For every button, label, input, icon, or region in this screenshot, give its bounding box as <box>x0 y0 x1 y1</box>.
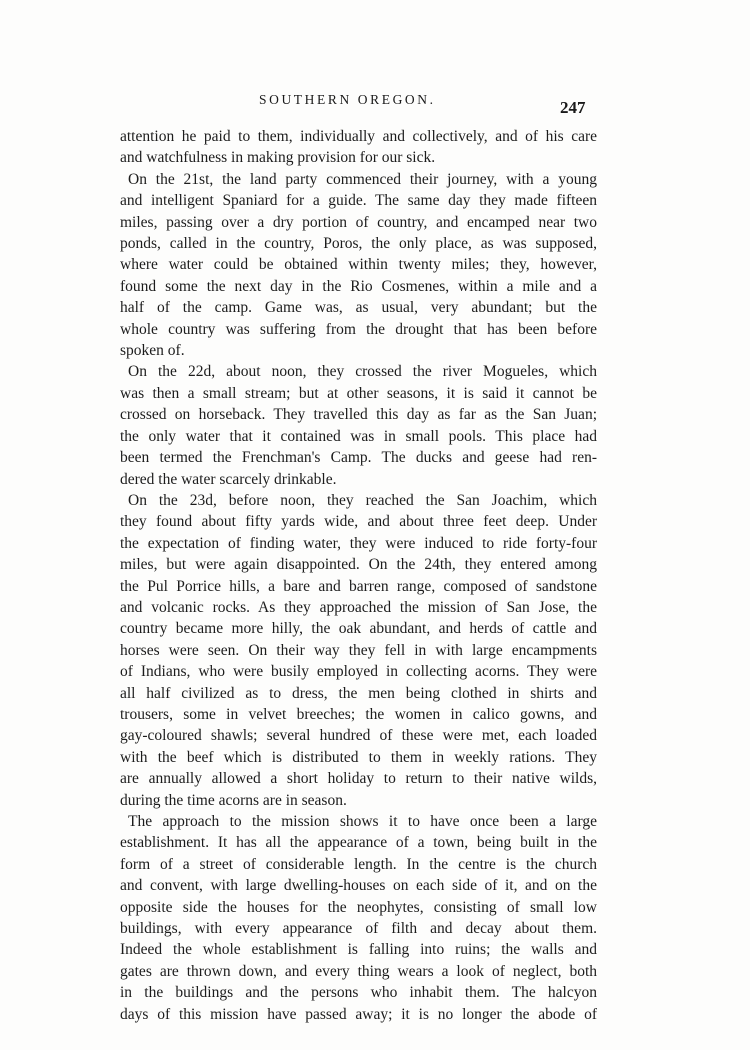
text-line: during the time acorns are in season. <box>120 791 347 809</box>
text-line: where water could be obtained within twenty miles; they, however, <box>120 256 597 274</box>
text-line: On the 22d, about noon, they crossed the river Mogueles, which <box>128 363 597 381</box>
text-line: On the 21st, the land party commenced their journey, with a young <box>128 170 597 188</box>
text-line: whole country was suffering from the drought that has been before <box>120 320 597 338</box>
text-line: found some the next day in the Rio Cosmenes, within a mile and a <box>120 277 597 295</box>
text-line: trousers, some in velvet breeches; the women in calico gowns, and <box>120 705 597 723</box>
text-line: crossed on horseback. They travelled this day as far as the San Juan; <box>120 406 597 424</box>
text-line: all half civilized as to dress, the men being clothed in shirts and <box>120 684 597 702</box>
text-line: attention he paid to them, individually and collectively, and of his care <box>120 128 597 145</box>
running-head: SOUTHERN OREGON. <box>259 92 436 107</box>
text-line: ponds, called in the country, Poros, the only place, as was supposed, <box>120 235 597 253</box>
text-line: miles, passing over a dry portion of country, and encamped near two <box>120 213 597 231</box>
text-line: with the beef which is distributed to them in weekly rations. They <box>120 748 597 766</box>
page-number: 247 <box>560 98 586 117</box>
text-line: gates are thrown down, and every thing wears a look of neglect, both <box>120 962 597 980</box>
text-line: in the buildings and the persons who inhabit them. The halcyon <box>120 984 597 1002</box>
text-line: the only water that it contained was in small pools. This place had <box>120 427 597 445</box>
text-line: Indeed the whole establishment is falling into ruins; the walls and <box>120 941 597 959</box>
text-line: and volcanic rocks. As they approached the mission of San Jose, the <box>120 598 597 616</box>
text-line: are annually allowed a short holiday to return to their native wilds, <box>120 770 597 788</box>
text-line: of Indians, who were busily employed in collecting acorns. They were <box>120 663 597 681</box>
text-line: opposite side the houses for the neophytes, consisting of small low <box>120 898 597 916</box>
text-line: The approach to the mission shows it to have once been a large <box>128 813 597 830</box>
text-line: buildings, with every appearance of filth and decay about them. <box>120 920 597 938</box>
text-line: was then a small stream; but at other seasons, it is said it cannot be <box>120 384 597 402</box>
text-line: dered the water scarcely drinkable. <box>120 470 337 488</box>
text-line: establishment. It has all the appearance of a town, being built in the <box>120 834 597 852</box>
text-line: been termed the Frenchman's Camp. The ducks and geese had ren- <box>120 449 597 467</box>
text-line: spoken of. <box>120 342 185 360</box>
text-line: horses were seen. On their way they fell in with large encampments <box>120 641 597 659</box>
text-line: the Pul Porrice hills, a bare and barren range, composed of sandstone <box>120 577 597 595</box>
text-line: and convent, with large dwelling-houses on each side of it, and on the <box>120 877 597 895</box>
text-line: and intelligent Spaniard for a guide. The same day they made fifteen <box>120 192 597 210</box>
text-line: country became more hilly, the oak abundant, and herds of cattle and <box>120 620 597 638</box>
text-line: the expectation of finding water, they were induced to ride forty-four <box>120 534 597 552</box>
text-line: form of a street of considerable length. In the centre is the church <box>120 855 597 873</box>
text-line: half of the camp. Game was, as usual, very abundant; but the <box>120 299 597 317</box>
text-line: gay-coloured shawls; several hundred of these were met, each loaded <box>120 727 597 745</box>
text-line: days of this mission have passed away; it is no longer the abode of <box>120 1005 597 1023</box>
body-text <box>120 126 597 1025</box>
text-line: On the 23d, before noon, they reached the San Joachim, which <box>128 491 597 509</box>
text-line: miles, but were again disappointed. On the 24th, they entered among <box>120 556 597 574</box>
text-line: and watchfulness in making provision for our sick. <box>120 149 436 167</box>
text-line: they found about fifty yards wide, and about three feet deep. Under <box>120 513 597 531</box>
